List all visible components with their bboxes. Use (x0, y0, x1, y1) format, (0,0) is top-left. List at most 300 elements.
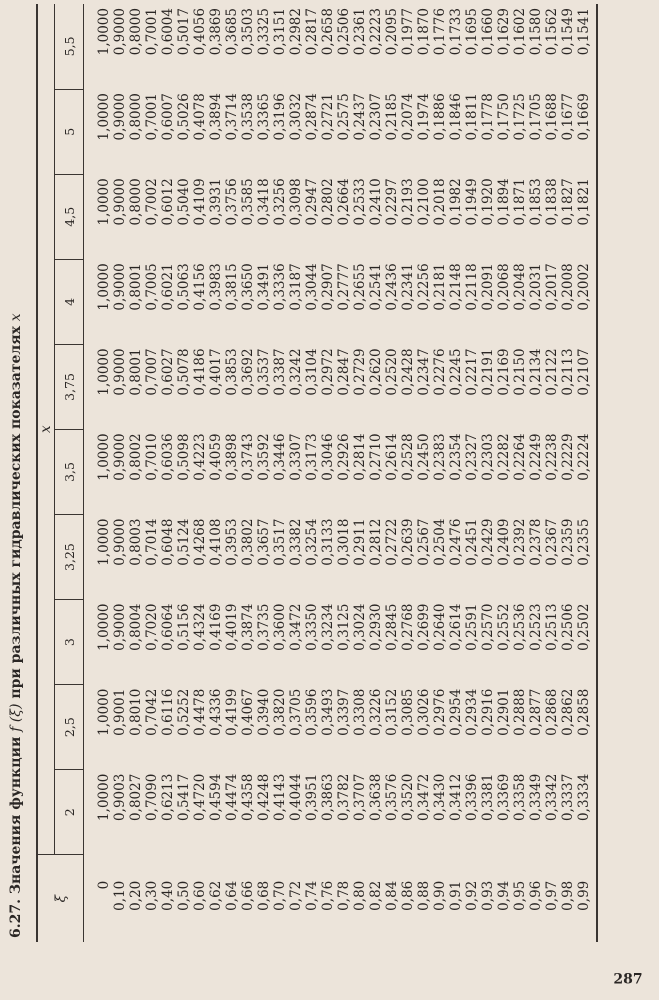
value-cell: 0,4143 (272, 773, 288, 821)
value-cell: 0,2074 (400, 93, 416, 141)
value-cell: 0,2862 (560, 688, 576, 736)
value-cell: 0,9000 (112, 348, 128, 396)
value-cell: 0,4044 (288, 773, 304, 821)
value-cell: 0,3951 (304, 773, 320, 821)
value-cell: 0,3196 (272, 93, 288, 141)
value-cell: 0,3820 (272, 688, 288, 736)
value-cell: 0,2002 (576, 263, 592, 311)
value-cell: 0,2428 (400, 348, 416, 396)
value-cell: 0,2541 (368, 263, 384, 311)
value-cell: 0,2768 (400, 603, 416, 651)
value-cell: 0,2476 (448, 518, 464, 566)
table-row (272, 4, 288, 942)
value-cell: 0,2926 (336, 433, 352, 481)
value-cell: 0,9000 (112, 433, 128, 481)
table-caption (8, 313, 24, 938)
value-cell: 0,2303 (480, 433, 496, 481)
table-body (84, 4, 593, 942)
xi-cell: 0,66 (240, 880, 256, 911)
value-cell: 0,8002 (128, 433, 144, 481)
table-row (368, 4, 384, 942)
value-cell: 0,6004 (160, 8, 176, 56)
value-cell: 0,3397 (336, 688, 352, 736)
value-cell: 0,2068 (496, 263, 512, 311)
value-cell: 0,3032 (288, 93, 304, 141)
value-cell: 0,4059 (208, 433, 224, 481)
value-cell: 0,2118 (464, 263, 480, 311)
value-cell: 0,3446 (272, 433, 288, 481)
values-table (36, 4, 598, 942)
value-cell: 0,3334 (576, 773, 592, 821)
value-cell: 0,9000 (112, 518, 128, 566)
column-header: 2 (55, 770, 84, 855)
value-cell: 1,0000 (96, 263, 112, 311)
value-cell: 0,2591 (464, 603, 480, 651)
value-cell: 0,1602 (512, 8, 528, 56)
value-cell: 0,2567 (416, 518, 432, 566)
value-cell: 0,2245 (448, 348, 464, 396)
value-cell: 0,9000 (112, 8, 128, 56)
table-row (352, 4, 368, 942)
value-cell: 0,2367 (544, 518, 560, 566)
value-cell: 0,3350 (304, 603, 320, 651)
xi-cell: 0,62 (208, 880, 224, 911)
value-cell: 0,1827 (560, 178, 576, 226)
value-cell: 0,3685 (224, 8, 240, 56)
value-cell: 0,2229 (560, 433, 576, 481)
column-header: 3 (55, 600, 84, 685)
value-cell: 0,2297 (384, 178, 400, 226)
value-cell: 0,3707 (352, 773, 368, 821)
value-cell: 0,2954 (448, 688, 464, 736)
table-bottom-rule (592, 4, 597, 942)
xi-cell: 0,97 (544, 880, 560, 911)
value-cell: 0,3538 (240, 93, 256, 141)
value-cell: 0,1733 (448, 8, 464, 56)
value-cell: 0,4067 (240, 688, 256, 736)
value-cell: 0,2169 (496, 348, 512, 396)
value-cell: 0,3983 (208, 263, 224, 311)
table-row (160, 4, 176, 942)
value-cell: 0,2150 (512, 348, 528, 396)
value-cell: 0,2378 (528, 518, 544, 566)
value-cell: 0,2359 (560, 518, 576, 566)
value-cell: 0,5063 (176, 263, 192, 311)
value-cell: 0,1677 (560, 93, 576, 141)
value-cell: 0,2858 (576, 688, 592, 736)
value-cell: 0,4156 (192, 263, 208, 311)
value-cell: 0,3104 (304, 348, 320, 396)
value-cell: 0,2710 (368, 433, 384, 481)
value-cell: 0,2877 (528, 688, 544, 736)
value-cell: 0,2722 (384, 518, 400, 566)
value-cell: 0,3044 (304, 263, 320, 311)
value-cell: 0,3337 (560, 773, 576, 821)
value-cell: 0,1750 (496, 93, 512, 141)
value-cell: 1,0000 (96, 688, 112, 736)
value-cell: 0,4019 (224, 603, 240, 651)
value-cell: 0,2502 (576, 603, 592, 651)
value-cell: 0,2238 (544, 433, 560, 481)
value-cell: 0,4336 (208, 688, 224, 736)
value-cell: 0,7010 (144, 433, 160, 481)
value-cell: 0,3085 (400, 688, 416, 736)
value-cell: 0,2552 (496, 603, 512, 651)
value-cell: 0,3152 (384, 688, 400, 736)
value-cell: 0,2868 (544, 688, 560, 736)
value-cell: 0,6116 (160, 688, 176, 736)
value-cell: 0,4474 (224, 773, 240, 821)
value-cell: 0,2450 (416, 433, 432, 481)
value-cell: 0,3735 (256, 603, 272, 651)
value-cell: 0,2533 (352, 178, 368, 226)
value-cell: 0,2429 (480, 518, 496, 566)
table-row (528, 4, 544, 942)
value-cell: 0,1669 (576, 93, 592, 141)
value-cell: 0,3151 (272, 8, 288, 56)
xi-cell: 0,80 (352, 880, 368, 911)
value-cell: 0,7090 (144, 773, 160, 821)
value-cell: 0,4324 (192, 603, 208, 651)
value-cell: 0,9000 (112, 178, 128, 226)
value-cell: 0,3242 (288, 348, 304, 396)
table-row (320, 4, 336, 942)
value-cell: 0,2504 (432, 518, 448, 566)
value-cell: 0,3382 (288, 518, 304, 566)
value-cell: 1,0000 (96, 93, 112, 141)
value-cell: 0,3940 (256, 688, 272, 736)
value-cell: 0,3098 (288, 178, 304, 226)
value-cell: 0,1977 (400, 8, 416, 56)
value-cell: 0,2523 (528, 603, 544, 651)
xi-cell: 0,99 (576, 880, 592, 911)
value-cell: 0,2916 (480, 688, 496, 736)
value-cell: 0,3018 (336, 518, 352, 566)
value-cell: 0,3953 (224, 518, 240, 566)
value-cell: 0,3187 (288, 263, 304, 311)
value-cell: 0,8001 (128, 348, 144, 396)
value-cell: 0,8010 (128, 688, 144, 736)
value-cell: 0,3714 (224, 93, 240, 141)
table-row (544, 4, 560, 942)
value-cell: 0,2721 (320, 93, 336, 141)
value-cell: 0,2972 (320, 348, 336, 396)
table-row (560, 4, 576, 942)
value-cell: 0,3898 (224, 433, 240, 481)
column-header: 3,75 (55, 344, 84, 429)
value-cell: 0,6021 (160, 263, 176, 311)
xi-column-header: ξ (37, 855, 84, 942)
value-cell: 0,4248 (256, 773, 272, 821)
value-cell: 0,2620 (368, 348, 384, 396)
caption-text-after: при различных гидравлических показателях (8, 326, 24, 699)
value-cell: 0,3412 (448, 773, 464, 821)
value-cell: 0,1870 (416, 8, 432, 56)
value-cell: 0,5417 (176, 773, 192, 821)
value-cell: 0,2383 (432, 433, 448, 481)
value-cell: 0,6012 (160, 178, 176, 226)
xi-cell: 0,60 (192, 880, 208, 911)
value-cell: 0,3358 (512, 773, 528, 821)
value-cell: 0,7014 (144, 518, 160, 566)
value-cell: 0,5017 (176, 8, 192, 56)
value-cell: 0,3342 (544, 773, 560, 821)
value-cell: 0,7007 (144, 348, 160, 396)
table-row (144, 4, 160, 942)
value-cell: 0,1562 (544, 8, 560, 56)
value-cell: 0,2018 (432, 178, 448, 226)
xi-cell: 0,93 (480, 880, 496, 911)
xi-cell: 0,82 (368, 880, 384, 911)
value-cell: 1,0000 (96, 773, 112, 821)
value-cell: 0,1705 (528, 93, 544, 141)
value-cell: 0,3853 (224, 348, 240, 396)
xi-cell: 0,30 (144, 880, 160, 911)
value-cell: 0,2888 (512, 688, 528, 736)
value-cell: 0,8000 (128, 8, 144, 56)
value-cell: 0,2361 (352, 8, 368, 56)
table-row (240, 4, 256, 942)
value-cell: 0,3638 (368, 773, 384, 821)
x-group-header: x (37, 4, 55, 855)
column-header: 4,5 (55, 174, 84, 259)
value-cell: 0,2911 (352, 518, 368, 566)
value-cell: 0,2282 (496, 433, 512, 481)
value-cell: 0,8027 (128, 773, 144, 821)
xi-cell: 0,94 (496, 880, 512, 911)
xi-cell: 0,91 (448, 880, 464, 911)
value-cell: 0,3430 (432, 773, 448, 821)
value-cell: 0,2355 (576, 518, 592, 566)
column-header: 2,5 (55, 685, 84, 770)
value-cell: 0,2640 (432, 603, 448, 651)
value-cell: 0,5078 (176, 348, 192, 396)
value-cell: 0,3802 (240, 518, 256, 566)
table-row (400, 4, 416, 942)
value-cell: 0,2256 (416, 263, 432, 311)
value-cell: 0,3596 (304, 688, 320, 736)
value-cell: 0,2185 (384, 93, 400, 141)
value-cell: 0,1894 (496, 178, 512, 226)
value-cell: 0,3024 (352, 603, 368, 651)
value-cell: 0,2451 (464, 518, 480, 566)
xi-cell: 0,95 (512, 880, 528, 911)
table-row (576, 4, 592, 942)
page-number: 287 (613, 971, 643, 988)
value-cell: 0,7002 (144, 178, 160, 226)
xi-cell: 0,10 (112, 880, 128, 911)
value-cell: 0,3692 (240, 348, 256, 396)
value-cell: 0,5252 (176, 688, 192, 736)
value-cell: 0,2655 (352, 263, 368, 311)
value-cell: 0,3657 (256, 518, 272, 566)
value-cell: 0,9000 (112, 263, 128, 311)
value-cell: 0,4186 (192, 348, 208, 396)
value-cell: 0,2802 (320, 178, 336, 226)
value-cell: 0,4358 (240, 773, 256, 821)
value-cell: 0,3874 (240, 603, 256, 651)
value-cell: 0,2113 (560, 348, 576, 396)
value-cell: 0,7042 (144, 688, 160, 736)
value-cell: 0,3491 (256, 263, 272, 311)
value-cell: 0,3254 (304, 518, 320, 566)
value-cell: 1,0000 (96, 8, 112, 56)
table-row (256, 4, 272, 942)
xi-cell: 0,68 (256, 880, 272, 911)
value-cell: 0,2845 (384, 603, 400, 651)
value-cell: 0,1549 (560, 8, 576, 56)
value-cell: 0,3307 (288, 433, 304, 481)
table-row (128, 4, 144, 942)
value-cell: 0,9001 (112, 688, 128, 736)
table-row (336, 4, 352, 942)
value-cell: 0,1949 (464, 178, 480, 226)
value-cell: 0,3782 (336, 773, 352, 821)
value-cell: 0,3863 (320, 773, 336, 821)
value-cell: 0,7020 (144, 603, 160, 651)
value-cell: 0,2217 (464, 348, 480, 396)
value-cell: 0,2327 (464, 433, 480, 481)
value-cell: 0,4720 (192, 773, 208, 821)
value-cell: 0,3387 (272, 348, 288, 396)
table-row (464, 4, 480, 942)
value-cell: 0,3234 (320, 603, 336, 651)
value-cell: 0,6048 (160, 518, 176, 566)
xi-cell: 0,74 (304, 880, 320, 911)
value-cell: 0,2777 (336, 263, 352, 311)
value-cell: 0,2814 (352, 433, 368, 481)
value-cell: 0,1725 (512, 93, 528, 141)
value-cell: 0,7005 (144, 263, 160, 311)
value-cell: 0,2410 (368, 178, 384, 226)
value-cell: 0,2249 (528, 433, 544, 481)
table-row (448, 4, 464, 942)
value-cell: 0,2264 (512, 433, 528, 481)
value-cell: 0,2122 (544, 348, 560, 396)
value-cell: 0,3256 (272, 178, 288, 226)
value-cell: 0,1695 (464, 8, 480, 56)
value-cell: 1,0000 (96, 518, 112, 566)
value-cell: 0,4017 (208, 348, 224, 396)
value-cell: 0,2095 (384, 8, 400, 56)
value-cell: 0,3308 (352, 688, 368, 736)
value-cell: 0,2191 (480, 348, 496, 396)
value-cell: 0,2017 (544, 263, 560, 311)
value-cell: 0,2107 (576, 348, 592, 396)
value-cell: 0,3046 (320, 433, 336, 481)
value-cell: 0,9003 (112, 773, 128, 821)
caption-number: 6.27. (8, 899, 24, 938)
value-cell: 0,2048 (512, 263, 528, 311)
value-cell: 0,3472 (416, 773, 432, 821)
value-cell: 0,3493 (320, 688, 336, 736)
value-cell: 1,0000 (96, 348, 112, 396)
column-header-row (55, 4, 84, 942)
value-cell: 0,1846 (448, 93, 464, 141)
value-cell: 0,1821 (576, 178, 592, 226)
xi-cell: 0,92 (464, 880, 480, 911)
value-cell: 0,2575 (336, 93, 352, 141)
value-cell: 0,2506 (560, 603, 576, 651)
value-cell: 0,3325 (256, 8, 272, 56)
xi-cell: 0,64 (224, 880, 240, 911)
value-cell: 0,2008 (560, 263, 576, 311)
value-cell: 0,9000 (112, 93, 128, 141)
value-cell: 0,2874 (304, 93, 320, 141)
value-cell: 0,2148 (448, 263, 464, 311)
value-cell: 0,1660 (480, 8, 496, 56)
value-cell: 0,5098 (176, 433, 192, 481)
value-cell: 0,3520 (400, 773, 416, 821)
table-row (288, 4, 304, 942)
value-cell: 0,2729 (352, 348, 368, 396)
table-row (480, 4, 496, 942)
value-cell: 0,6213 (160, 773, 176, 821)
table-row (384, 4, 400, 942)
value-cell: 0,5040 (176, 178, 192, 226)
value-cell: 0,4594 (208, 773, 224, 821)
value-cell: 0,1853 (528, 178, 544, 226)
xi-cell: 0,40 (160, 880, 176, 911)
value-cell: 0,8003 (128, 518, 144, 566)
value-cell: 0,4199 (224, 688, 240, 736)
value-cell: 0,2134 (528, 348, 544, 396)
xi-cell: 0,50 (176, 880, 192, 911)
column-header: 4 (55, 259, 84, 344)
value-cell: 0,9000 (112, 603, 128, 651)
value-cell: 0,2934 (464, 688, 480, 736)
value-cell: 0,3381 (480, 773, 496, 821)
value-cell: 0,3869 (208, 8, 224, 56)
xi-cell: 0,72 (288, 880, 304, 911)
value-cell: 0,1982 (448, 178, 464, 226)
value-cell: 0,8004 (128, 603, 144, 651)
value-cell: 0,2341 (400, 263, 416, 311)
caption-variable: x (8, 313, 24, 322)
caption-function: f (ξ) (8, 703, 24, 732)
value-cell: 0,2847 (336, 348, 352, 396)
value-cell: 0,3585 (240, 178, 256, 226)
value-cell: 0,2436 (384, 263, 400, 311)
value-cell: 0,2812 (368, 518, 384, 566)
value-cell: 0,2658 (320, 8, 336, 56)
table-row (304, 4, 320, 942)
value-cell: 0,1629 (496, 8, 512, 56)
xi-cell: 0,88 (416, 880, 432, 911)
value-cell: 0,1838 (544, 178, 560, 226)
value-cell: 0,2224 (576, 433, 592, 481)
value-cell: 0,4268 (192, 518, 208, 566)
value-cell: 0,2699 (416, 603, 432, 651)
value-cell: 0,1974 (416, 93, 432, 141)
value-cell: 0,2817 (304, 8, 320, 56)
value-cell: 0,4056 (192, 8, 208, 56)
value-cell: 0,3226 (368, 688, 384, 736)
value-cell: 0,2409 (496, 518, 512, 566)
value-cell: 0,3743 (240, 433, 256, 481)
column-header: 5,5 (55, 4, 84, 89)
value-cell: 0,6036 (160, 433, 176, 481)
value-cell: 0,3931 (208, 178, 224, 226)
value-cell: 0,1580 (528, 8, 544, 56)
value-cell: 0,2100 (416, 178, 432, 226)
value-cell: 0,2520 (384, 348, 400, 396)
value-cell: 0,2392 (512, 518, 528, 566)
value-cell: 0,2193 (400, 178, 416, 226)
value-cell: 0,8000 (128, 93, 144, 141)
value-cell: 0,1811 (464, 93, 480, 141)
value-cell: 0,3650 (240, 263, 256, 311)
